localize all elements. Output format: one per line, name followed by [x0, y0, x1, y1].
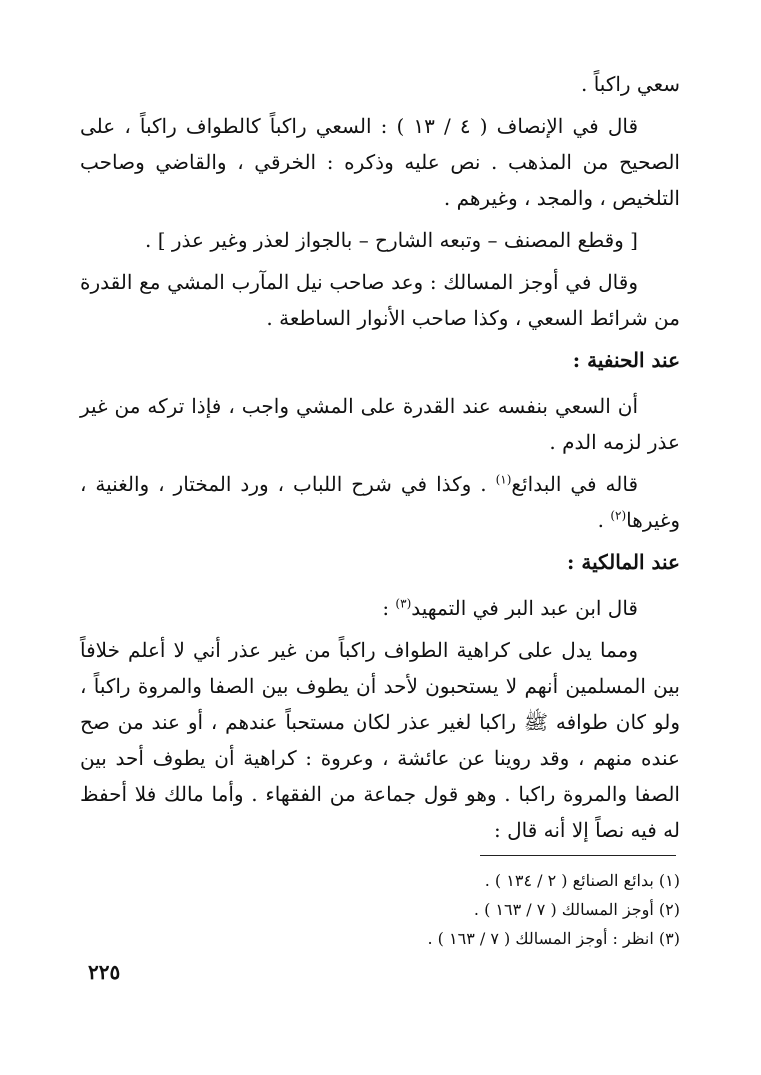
- paragraph-tamhid: [80, 590, 680, 626]
- footnote-ref-3: (٣): [395, 596, 412, 611]
- paragraph-insaf: قال في الإنصاف ( ٤ / ١٣ ) : السعي راكباً كالطواف راكباً ، على الصحيح من المذهب . نص عليه وذكره : الخرقي ، والقاضي وصاحب التلخيص ، والمجد ، وغيرهم .: [80, 114, 680, 210]
- text-segment: .: [597, 508, 611, 532]
- footnote-ref-1: (١): [495, 472, 512, 487]
- footnote-2: (٢) أوجز المسالك ( ٧ / ١٦٣ ) .: [473, 900, 680, 919]
- footnote-1: (١) بدائع الصنائع ( ٢ / ١٣٤ ) .: [484, 871, 680, 890]
- footnotes: [80, 866, 680, 953]
- paragraph-badai: [80, 466, 680, 538]
- footnote-ref-2: (٢): [610, 508, 627, 523]
- heading-hanafi: عند الحنفية :: [572, 348, 680, 372]
- paragraph-awjaz: وقال في أوجز المسالك : وعد صاحب نيل المآرب المشي مع القدرة من شرائط السعي ، وكذا صاحب الأنوار الساطعة .: [80, 270, 680, 330]
- heading-maliki: عند المالكية :: [567, 550, 680, 574]
- paragraph-bracket-note: [ وقطع المصنف – وتبعه الشارح – بالجواز لعذر وغير عذر ] .: [145, 228, 638, 252]
- footnote-3: (٣) انظر : أوجز المسالك ( ٧ / ١٦٣ ) .: [427, 929, 680, 948]
- paragraph-quote: ومما يدل على كراهية الطواف راكباً من غير عذر أني لا أعلم خلافاً بين المسلمين أنهم لا يستحبون لأحد أن يطوف بين الصفا والمروة راكباً ، ولو كان طوافه ﷺ راكبا لغير عذر لكان مستحباً عندهم ، أو عند من صح عنده منهم ، وقد روينا عن عائشة ، وعروة : كراهية أن يطوف أحد بين الصفا والمروة راكبا . وهو قول جماعة من الفقهاء . وأما مالك فلا أحفظ له فيه نصاً إلا أنه قال :: [80, 638, 680, 842]
- main-text: [80, 66, 680, 854]
- text-segment: . وكذا في شرح اللباب ، ورد المختار ، والغنية ، وغيرها: [80, 472, 680, 532]
- paragraph-1: سعي راكباً .: [580, 72, 680, 96]
- text-segment: :: [382, 596, 396, 620]
- text-segment: قاله في البدائع: [511, 472, 638, 496]
- page-number: ٢٢٥: [88, 960, 121, 984]
- footnote-separator: [480, 855, 676, 856]
- text-segment: قال ابن عبد البر في التمهيد: [411, 596, 638, 620]
- paragraph-hanafi-rule: أن السعي بنفسه عند القدرة على المشي واجب ، فإذا تركه من غير عذر لزمه الدم .: [80, 394, 680, 454]
